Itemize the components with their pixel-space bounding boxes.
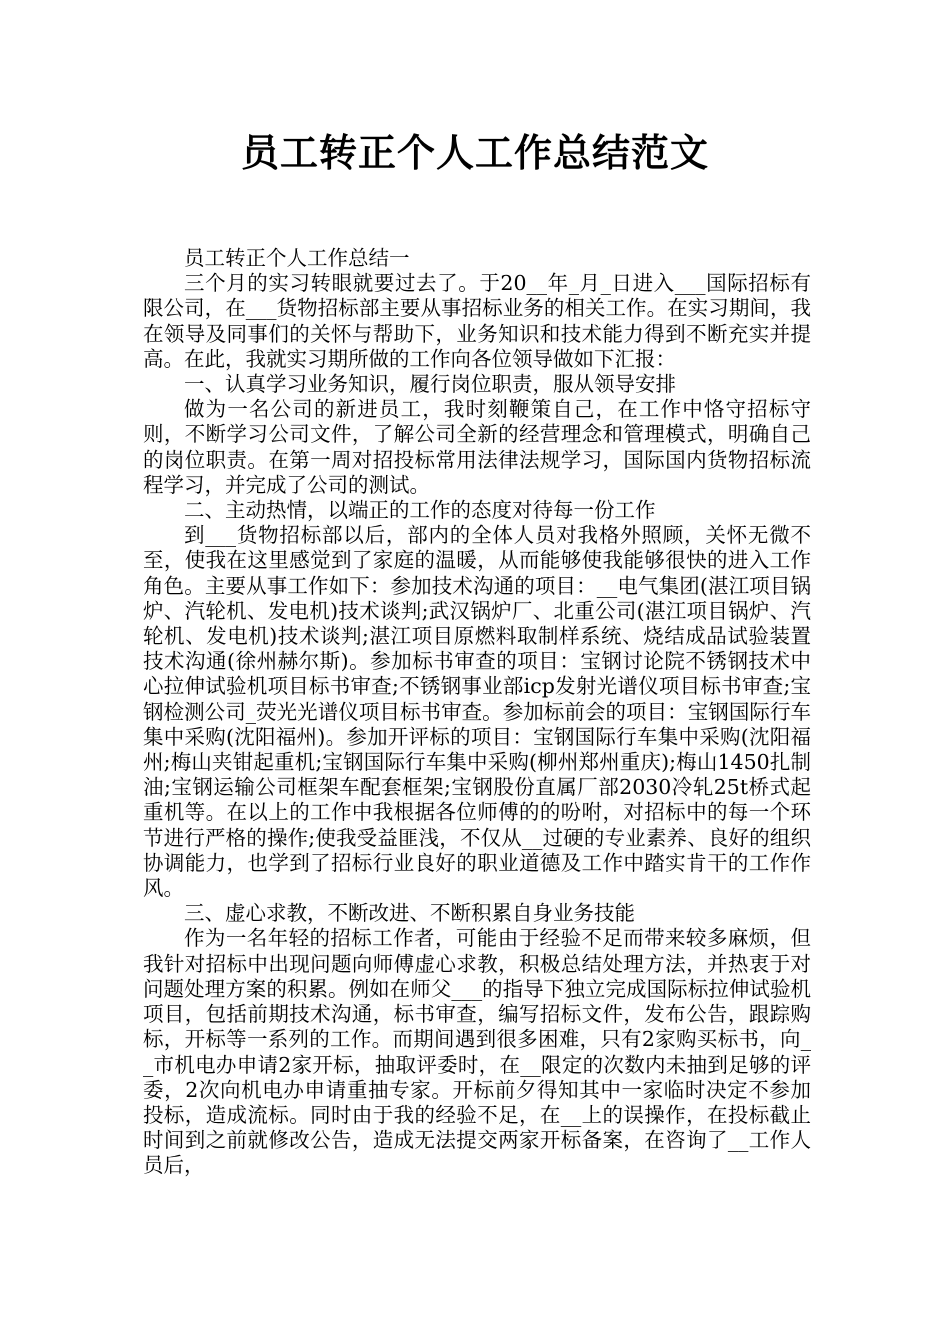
paragraph: 到___货物招标部以后，部内的全体人员对我格外照顾，关怀无微不至，使我在这里感觉到了家庭的温暖，从而能够使我能够很快的进入工作角色。主要从事工作如下：参加技术沟通的项目：__电气集团(湛江项目锅炉、汽轮机、发电机)技术谈判;武汉锅炉厂、北重公司(湛江项目锅炉、汽轮机、发电机)技术谈判;湛江项目原燃料取制样系统、烧结成品试验装置技术沟通(徐州赫尔斯)。参加标书审查的项目：宝钢讨论院不锈钢技术中心拉伸试验机项目标书审查;不锈钢事业部icp发射光谱仪项目标书审查;宝钢检测公司_荧光光谱仪项目标书审查。参加标前会的项目：宝钢国际行车集中采购(沈阳福州)。参加开评标的项目：宝钢国际行车集中采购(沈阳福州;梅山夹钳起重机;宝钢国际行车集中采购(柳州郑州重庆);梅山1450扎制油;宝钢运输公司框架车配套框架;宝钢股份直属厂部2030冷轧25t桥式起重机等。在以上的工作中我根据各位师傅的的吩咐，对招标中的每一个环节进行严格的操作;使我受益匪浅，不仅从__过硬的专业素养、良好的组织协调能力，也学到了招标行业良好的职业道德及工作中踏实肯干的工作作风。 xyxy=(143,523,811,901)
document-title: 员工转正个人工作总结范文 xyxy=(240,131,709,175)
paragraph: 作为一名年轻的招标工作者，可能由于经验不足而带来较多麻烦，但我针对招标中出现问题向师傅虚心求教，积极总结处理方法，并热衷于对问题处理方案的积累。例如在师父___的指导下独立完成国际标拉伸试验机项目，包括前期技术沟通，标书审查，编写招标文件，发布公告，跟踪购标，开标等一系列的工作。而期间遇到很多困难，只有2家购买标书，向__市机电办申请2家开标，抽取评委时，在__限定的次数内未抽到足够的评委，2次向机电办申请重抽专家。开标前夕得知其中一家临时决定不参加投标，造成流标。同时由于我的经验不足，在__上的误操作，在投标截止时间到之前就修改公告，造成无法提交两家开标备案，在咨询了__工作人员后， xyxy=(143,926,811,1178)
section-heading: 员工转正个人工作总结一 xyxy=(184,246,410,270)
subsection-heading: 一、认真学习业务知识，履行岗位职责，服从领导安排 xyxy=(184,372,676,397)
subsection-heading: 二、主动热情，以端正的工作的态度对待每一份工作 xyxy=(184,498,656,523)
paragraph: 三个月的实习转眼就要过去了。于20__年_月_日进入___国际招标有限公司，在___货物招标部主要从事招标业务的相关工作。在实习期间，我在领导及同事们的关怀与帮助下，业务知识和技术能力得到不断充实并提高。在此，我就实习期所做的工作向各位领导做如下汇报： xyxy=(143,271,811,371)
document-body xyxy=(143,246,811,1179)
paragraph: 做为一名公司的新进员工，我时刻鞭策自己，在工作中恪守招标守则，不断学习公司文件，了解公司全新的经营理念和管理模式，明确自己的岗位职责。在第一周对招投标常用法律法规学习，国际国内货物招标流程学习，并完成了公司的测试。 xyxy=(143,397,811,497)
subsection-heading: 三、虚心求教，不断改进、不断积累自身业务技能 xyxy=(184,901,635,926)
